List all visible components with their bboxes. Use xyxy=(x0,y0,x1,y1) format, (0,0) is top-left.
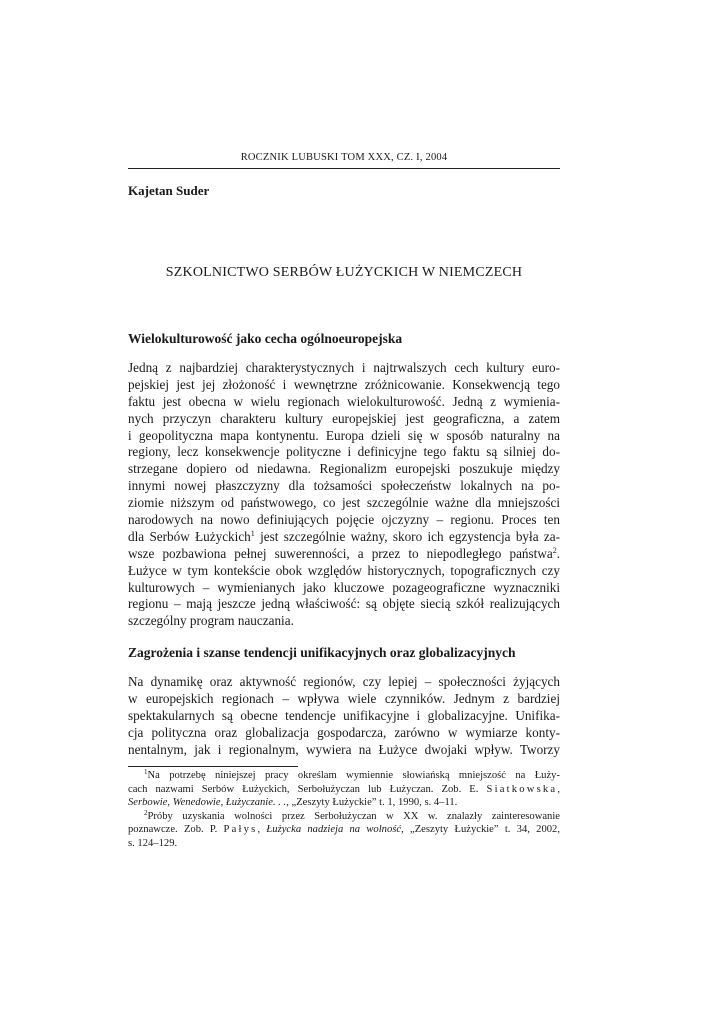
text-line: i geopolityczna mapa kontynentu. Europa dzieli się w sposób naturalny na xyxy=(128,427,560,443)
author-name: Kajetan Suder xyxy=(128,183,210,198)
text-fragment: wsze pozbawiona pełnej suwerenności, a przez to niepodległego państwa xyxy=(128,545,553,561)
text-line: ziomie niższym od państwowego, co jest szczególnie ważne dla mniejszości xyxy=(128,495,560,511)
footnote-2-line xyxy=(128,810,560,824)
text-fragment: . xyxy=(556,545,560,561)
text-line: narodowych na nowo definiujących pojęcie ojczyzny – regionu. Proces ten xyxy=(128,512,560,528)
text-line: faktu jest obecna w wielu regionach wielokulturowość. Jedną z wymienia- xyxy=(128,393,560,409)
text-line-with-footnote-1 xyxy=(128,529,560,546)
footnote-ref-2[interactable]: 2 xyxy=(552,545,557,555)
section-heading-2: Zagrożenia i szanse tendencji unifikacyjnych oraz globalizacyjnych xyxy=(128,645,516,660)
text-line: innymi nowej płaszczyzny dla tożsamości społeczeństw lokalnych na po- xyxy=(128,478,560,494)
text-fragment: jest szczególnie ważny, skoro ich egzystencja była za- xyxy=(254,528,560,544)
footnote-1-line xyxy=(128,783,560,797)
cited-author: Siatkowska xyxy=(486,783,558,795)
text-line: regiony, lecz konsekwencje polityczne i definicyjne tego faktu są silniej do- xyxy=(128,444,560,460)
section-heading-1: Wielokulturowość jako cecha ogólnoeuropejska xyxy=(128,331,403,346)
footnote-1-line xyxy=(128,769,560,783)
footnote-rule xyxy=(128,766,298,767)
footnotes xyxy=(128,769,560,851)
cited-title: Serbowie, Wenedowie, Łużyczanie. . . xyxy=(128,797,287,809)
text-line: spektakularnych są obecne tendencje unifikacyjne i globalizacyjne. Unifika- xyxy=(128,707,560,723)
text-line: szczególny program nauczania. xyxy=(128,613,294,629)
text-line: regionu – mają jeszcze jedną właściwość: są objęte siecią szkół realizujących xyxy=(128,596,560,612)
text-line: Łużyce w tym kontekście obok względów historycznych, topograficznych czy xyxy=(128,562,560,578)
footnote-2-line xyxy=(128,823,560,837)
text-line: strzegane dopiero od niedawna. Regionalizm europejski poszukuje między xyxy=(128,461,560,477)
section-2-paragraph xyxy=(128,674,560,758)
footnote-text: Próby uzyskania wolności przez Serbołużyczan w XX w. znalazły zainteresowanie xyxy=(147,810,560,822)
footnote-2-line: s. 124–129. xyxy=(128,837,178,849)
header-rule xyxy=(128,168,560,169)
text-line: Na dynamikę oraz aktywność regionów, czy lepiej – społeczności żyjących xyxy=(128,674,560,689)
section-1-paragraph xyxy=(128,360,560,630)
running-head: ROCZNIK LUBUSKI TOM XXX, CZ. I, 2004 xyxy=(240,152,448,163)
text-line-with-footnote-2 xyxy=(128,546,560,563)
text-line: pejskiej jest jej złożoność i wewnętrzne zróżnicowanie. Konsekwencją tego xyxy=(128,376,560,392)
text-fragment: dla Serbów Łużyckich xyxy=(128,528,251,544)
article-title: SZKOLNICTWO SERBÓW ŁUŻYCKICH W NIEMCZECH xyxy=(165,265,523,280)
text-line: kulturowych – wymienianych jako kluczowe pozageograficzne wyznaczniki xyxy=(128,579,560,595)
footnote-text: , „Zeszyty Łużyckie” t. 34, 2002, xyxy=(401,824,560,836)
footnote-text: cach nazwami Serbów Łużyckich, Serbołużyczan lub Łużyczan. Zob. E. xyxy=(128,783,487,795)
cited-author: Pałys xyxy=(223,824,258,836)
footnote-number-2: 2 xyxy=(144,809,148,817)
footnote-1-line xyxy=(128,796,560,810)
cited-title: Łużycka nadzieja na wolność xyxy=(266,824,402,836)
text-line: nentalnym, jak i regionalnym, wywiera na Łużyce dwojaki wpływ. Tworzy xyxy=(128,741,560,757)
footnote-text: , „Zeszyty Łużyckie” t. 1, 1990, s. 4–11. xyxy=(286,797,458,809)
text-line: nych przyczyn charakteru kultury europejskiej jest geograficzna, a zatem xyxy=(128,410,560,426)
text-line: w europejskich regionach – wpływa wiele czynników. Jednym z bardziej xyxy=(128,690,560,706)
text-line: cja polityczna oraz globalizacja gospodarcza, zarówno w wymiarze konty- xyxy=(128,724,560,740)
footnote-text: poznawcze. Zob. P. xyxy=(128,824,224,836)
footnote-number-1: 1 xyxy=(144,769,148,776)
footnote-text: , xyxy=(557,783,560,795)
footnote-ref-1[interactable]: 1 xyxy=(250,528,255,538)
footnote-text: , xyxy=(257,824,267,836)
text-line: Jedną z najbardziej charakterystycznych i najtrwalszych cech kultury euro- xyxy=(128,360,560,375)
footnote-text: Na potrzebę niniejszej pracy określam wymiennie słowiańską mniejszość na Łuży- xyxy=(147,770,560,781)
